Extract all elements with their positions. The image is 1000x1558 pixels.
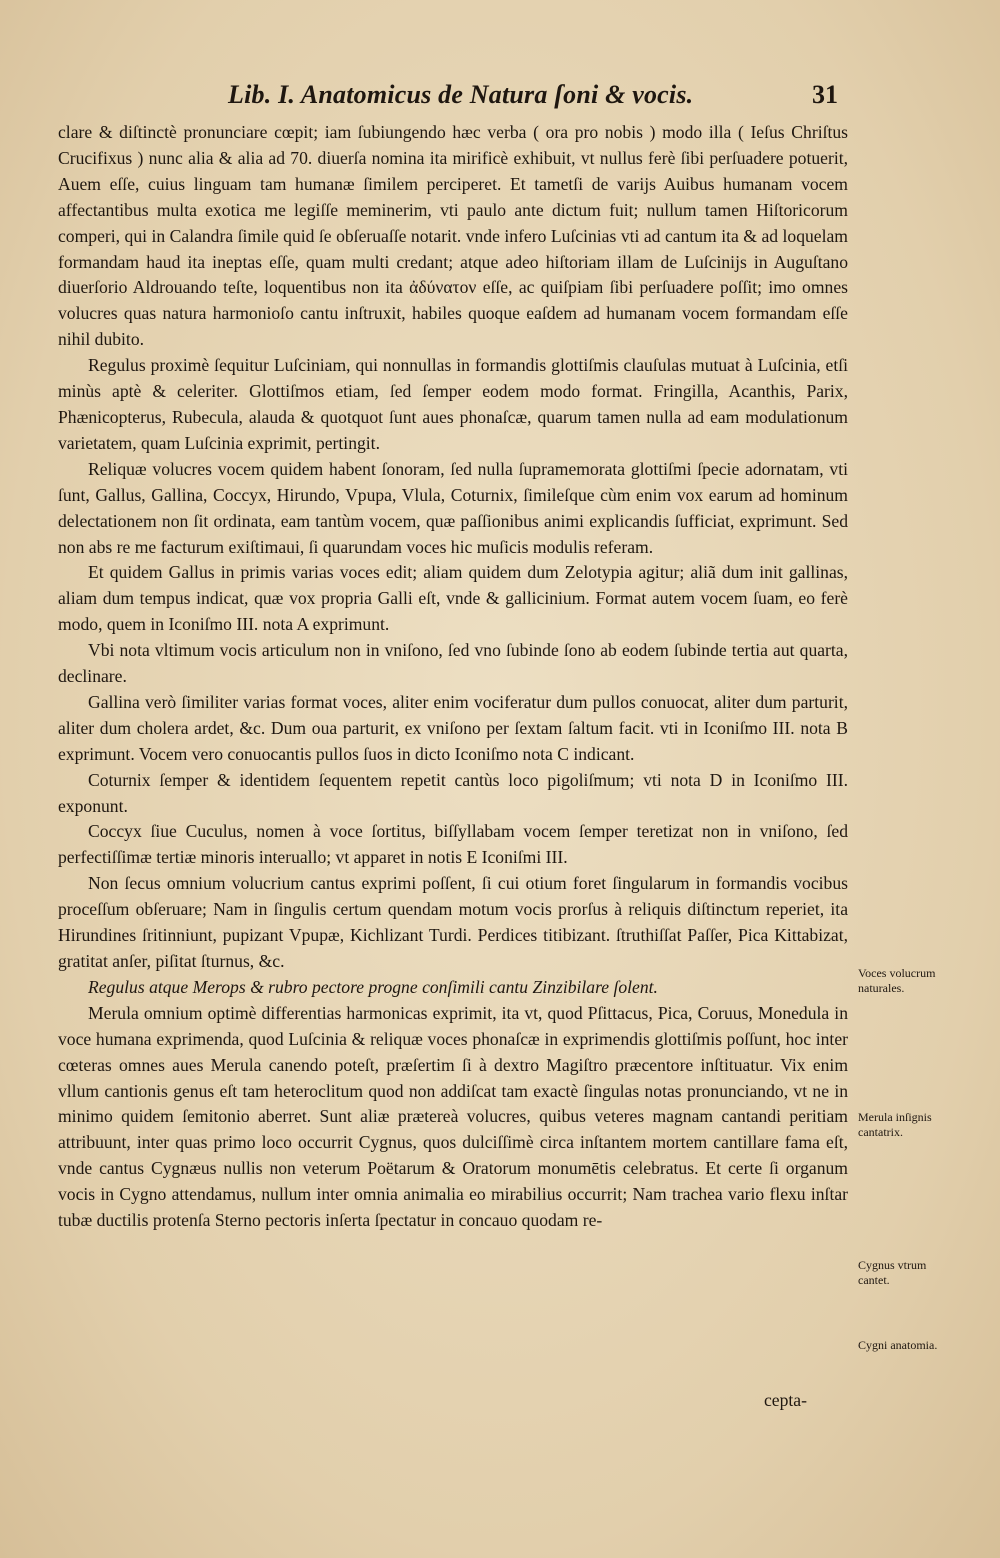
paragraph: Regulus atque Merops & rubro pectore progne conſimili cantu Zinzibilare ſolent. xyxy=(88,976,658,997)
paragraph: Coccyx ſiue Cuculus, nomen à voce ſortitus, biſſyllabam vocem ſemper teretizat non in vniſono, ſed perfectiſſimæ tertiæ minoris interuallo; vt apparet in notis E Iconiſmi III. xyxy=(58,821,848,868)
paragraph: Reliquæ volucres vocem quidem habent ſonoram, ſed nulla ſupramemorata glottiſmi ſpecie adornatam, vti ſunt, Gallus, Gallina, Coccyx, Hirundo, Vpupa, Vlula, Coturnix, ſimileſque cùm enim vox earum ad hominum delectationem non ſit ordinata, eam tantùm vocem, quæ paſſionibus animi explicandis ſufficiat, exprimunt. Sed non abs re me facturum exiſtimaui, ſi quarundam voces hic muſicis modulis referam. xyxy=(58,458,848,557)
paragraph: Coturnix ſemper & identidem ſequentem repetit cantùs loco pigoliſmum; vti nota D in Iconiſmo III. exponunt. xyxy=(58,769,848,816)
catchword: cepta- xyxy=(764,1390,807,1410)
page-number: 31 xyxy=(812,80,838,109)
margin-note: Cygni anatomia. xyxy=(858,1338,938,1352)
paragraph: Vbi nota vltimum vocis articulum non in vniſono, ſed vno ſubinde ſono ab eodem ſubinde tertia aut quarta, declinare. xyxy=(58,640,848,687)
paragraph: clare & diſtinctè pronunciare cœpit; iam ſubiungendo hæc verba ( ora pro nobis ) modo illa ( Ieſus Chriſtus Crucifixus ) nunc alia & alia ad 70. diuerſa nomina ita mirificè exhibuit, vt nullus ferè ſibi perſuadere potuerit, Auem eſſe, cuius linguam tam humanæ ſimilem perciperet. Et tametſi de varijs Auibus humanam vocem affectantibus multa exotica me legiſſe meminerim, vti paulo ante dictum fuit; nullum tamen Hiſtoricorum comperi, qui in Calandra ſimile quid ſe obſeruaſſe notarit. vnde infero Luſcinias vti ad cantum ita & ad loquelam formandam haud ita ineptas eſſe, quam multi credant; atque adeo hiſtoriam illam de Luſcinijs in Auguſtano diuerſorio Aldrouando teſte, loquentibus non ita ἀδύνατον eſſe, ac quiſpiam ſibi perſuadere poſſit; imo omnes volucres quas natura harmonioſo cantu inſtruxit, habiles quoque eaſdem ad humanam vocem formandam eſſe nihil dubito. xyxy=(58,122,848,350)
paragraph: Merula omnium optimè differentias harmonicas exprimit, ita vt, quod Pſittacus, Pica, Coruus, Monedula in voce humana exprimenda, quod Luſcinia & reliquæ voces phonaſcæ in exprimendis glottiſmis poſſunt, hoc inter cœteras omnes aues Merula canendo poteſt, præſertim ſi à dextro Magiſtro præcentore inſtituatur. Vix enim vllum cantionis genus eſt tam heteroclitum quod non addiſcat tam exactè ſingulas notas pronunciando, vt ne in minimo quidem ſemitonio aberret. Sunt aliæ prætereà volucres, quibus veteres magnam cantandi peritiam attribuunt, inter quas primo loco occurrit Cygnus, quos dulciſſimè circa inſtantem mortem cantillare fama eſt, vnde cantus Cygnæus nullis non veterum Poëtarum & Oratorum monumētis celebratus. Et certe ſi organum vocis in Cygno attendamus, nullum inter omnia animalia eo mirabilius occurrit; Nam trachea vario flexu inſtar tubæ ductilis protenſa Sterno pectoris inſerta ſpectatur in concauo quodam re- xyxy=(58,1002,848,1231)
margin-note: Voces volucrum naturales. xyxy=(858,966,936,995)
margin-note: Merula inſignis cantatrix. xyxy=(858,1110,932,1139)
paragraph: Non ſecus omnium volucrium cantus exprimi poſſent, ſi cui otium foret ſingularum in formandis vocibus proceſſum obſeruare; Nam in ſingulis certum quendam motum vocis prorſus à reliquis diſtinctum reperiet, ita Hirundines ſritinniunt, pupizant Vpupæ, Kichlizant Turdi. Perdices titibizant. ſtruthiſſat Paſſer, Pica Kittabizat, gratitat anſer, piſitat ſturnus, &c. xyxy=(58,873,848,971)
margin-note: Cygnus vtrum cantet. xyxy=(858,1258,927,1287)
paragraph: Gallina verò ſimiliter varias format voces, aliter enim vociferatur dum pullos conuocat, aliter dum parturit, aliter dum cholera ardet, &c. Dum oua parturit, ex vniſono per ſextam ſaltum facit. vti in Iconiſmo III. nota B exprimunt. Vocem vero conuocantis pullos ſuos in dicto Iconiſmo nota C indicant. xyxy=(58,691,848,764)
running-title: Lib. I. Anatomicus de Natura ſoni & vocis. xyxy=(228,80,694,109)
paragraph: Regulus proximè ſequitur Luſciniam, qui nonnullas in formandis glottiſmis clauſulas mutuat à Luſcinia, etſi minùs aptè & celeriter. Glottiſmos etiam, ſed ſemper eodem modo format. Fringilla, Acanthis, Parix, Phænicopterus, Rubecula, alauda & quotquot ſunt aues phonaſcæ, quarum tamen nulla ad eam modulationum varietatem, quam Luſcinia exprimit, pertingit. xyxy=(58,355,848,453)
paragraph: Et quidem Gallus in primis varias voces edit; aliam quidem dum Zelotypia agitur; aliã dum init gallinas, aliam dum tempus indicat, quæ vox propria Galli eſt, vnde & gallicinium. Format autem vocem ſuam, eo ferè modo, quem in Iconiſmo III. nota A exprimunt. xyxy=(58,562,848,635)
body-text xyxy=(58,120,848,1234)
